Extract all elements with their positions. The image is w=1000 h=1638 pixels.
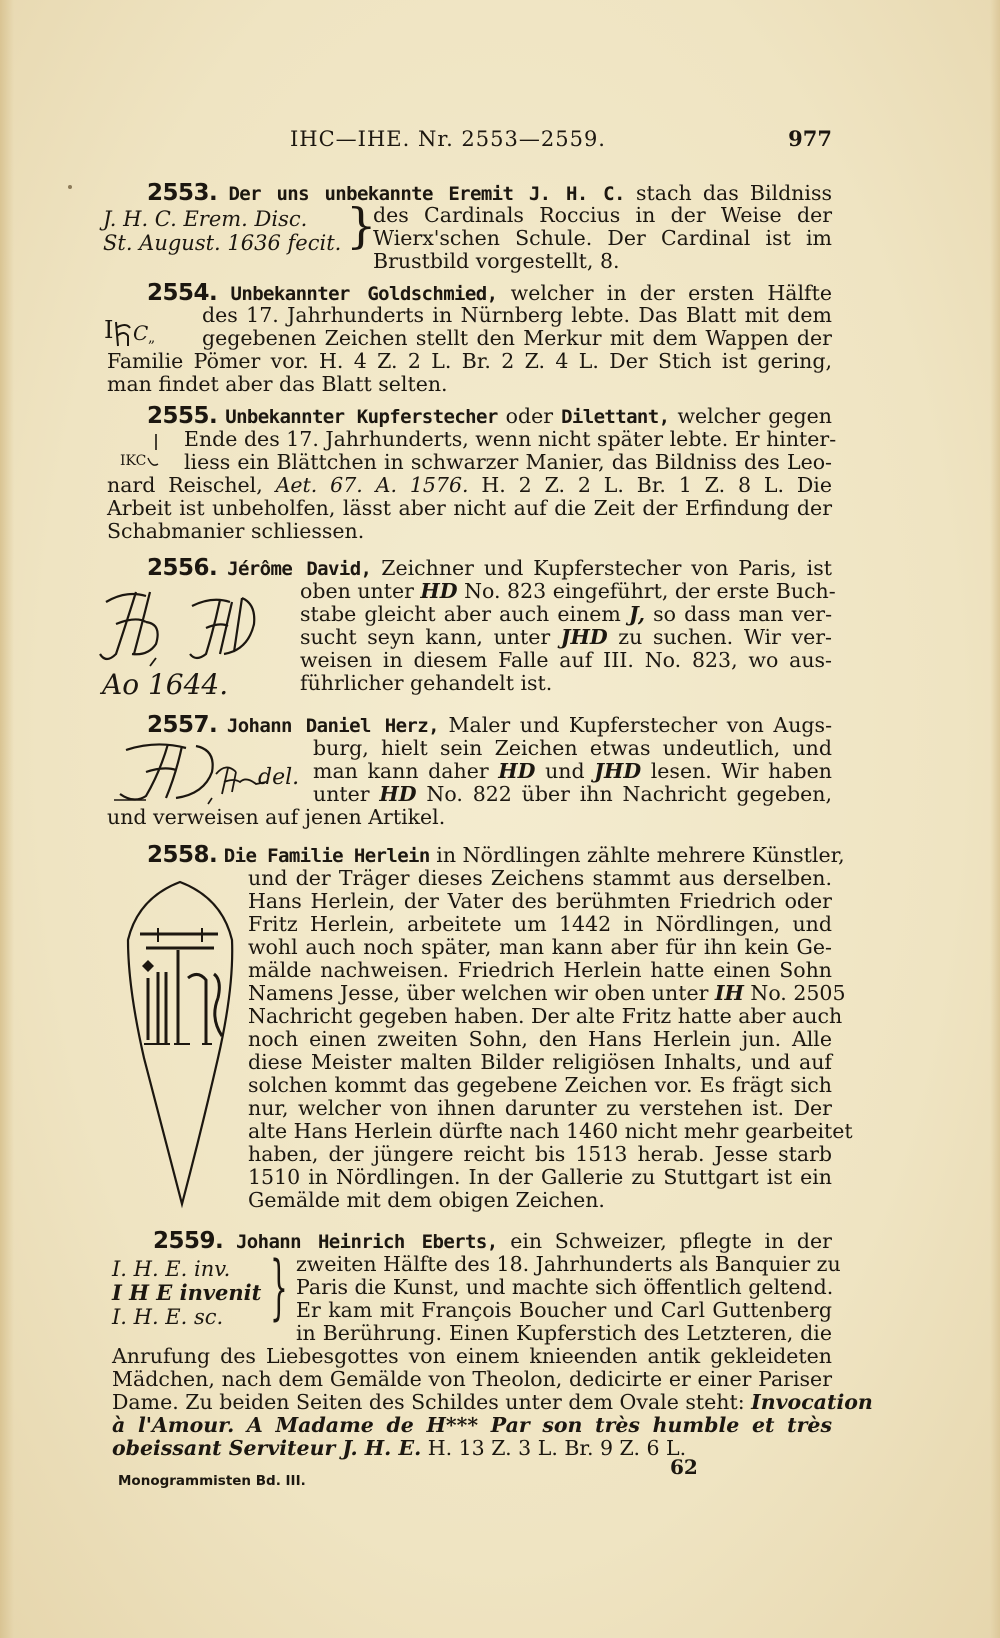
entry-line: 2558. Die Familie Herlein in Nördlingen zählte mehrere Künstler, bbox=[147, 842, 845, 868]
svg-text:C: C bbox=[133, 321, 149, 345]
entry-heading: Unbekannter Goldschmied, bbox=[230, 283, 498, 305]
entry-line: diese Meister malten Bilder religiösen Inhalts, und auf bbox=[248, 1050, 832, 1074]
entry-line: weisen in diesem Falle auf III. No. 823, wo aus- bbox=[300, 648, 832, 672]
header-title: IHC—IHE. Nr. 2553—2559. bbox=[290, 127, 606, 151]
entry-number: 2555. bbox=[147, 403, 218, 429]
entry-heading: Jérôme David, bbox=[227, 558, 372, 580]
entry-line: Schabmanier schliessen. bbox=[107, 519, 365, 543]
entry-number: 2556. bbox=[147, 555, 218, 581]
entry-line: 2556. Jérôme David, Zeichner und Kupferstecher von Paris, ist bbox=[147, 555, 832, 581]
entry-line: wohl auch noch später, man kann aber für ihn kein Ge- bbox=[248, 935, 832, 959]
entry-line: Fritz Herlein, arbeitete um 1442 in Nördlingen, und bbox=[248, 912, 832, 936]
brace: } bbox=[270, 1246, 288, 1328]
entry-line: Nachricht gegeben haben. Der alte Fritz hatte aber auch bbox=[248, 1004, 843, 1028]
monogram-label: I H E invenit bbox=[112, 1280, 262, 1305]
entry-line: Anrufung des Liebesgottes von einem knieenden antik gekleideten bbox=[112, 1344, 832, 1368]
entry-heading: Der uns unbekannte Eremit J. H. C. bbox=[228, 183, 625, 205]
entry-line: man findet aber das Blatt selten. bbox=[107, 372, 448, 396]
entry-line: Paris die Kunst, und machte sich öffentlich geltend. bbox=[296, 1275, 834, 1299]
monogram-date: Ao 1644. bbox=[102, 668, 229, 701]
entry-line: burg, hielt sein Zeichen etwas undeutlich, und bbox=[313, 736, 832, 760]
entry-line: 2559. Johann Heinrich Eberts, ein Schweizer, pflegte in der bbox=[153, 1228, 832, 1254]
svg-text:„: „ bbox=[148, 330, 156, 346]
entry-line: à l'Amour. A Madame de H*** Par son très humble et très bbox=[112, 1413, 832, 1437]
page-edge-shadow bbox=[0, 0, 14, 1638]
entry-line: mälde nachweisen. Friedrich Herlein hatte einen Sohn bbox=[248, 958, 832, 982]
entry-line: noch einen zweiten Sohn, den Hans Herlein jun. Alle bbox=[248, 1027, 832, 1051]
entry-line: nard Reischel, Aet. 67. A. 1576. H. 2 Z. 2 L. Br. 1 Z. 8 L. Die bbox=[107, 473, 832, 497]
svg-text:IKC: IKC bbox=[120, 453, 147, 469]
entry-line: und verweisen auf jenen Artikel. bbox=[107, 805, 446, 829]
entry-line: unter HD No. 822 über ihn Nachricht gegeben, bbox=[313, 782, 832, 806]
entry-line: man kann daher HD und JHD lesen. Wir haben bbox=[313, 759, 833, 783]
ihs-shield-icon bbox=[118, 868, 244, 1210]
entry-line: solchen kommt das gegebene Zeichen vor. Es frägt sich bbox=[248, 1073, 832, 1097]
entry-heading: Unbekannter Kupferstecher bbox=[225, 406, 498, 428]
entry-heading: Johann Heinrich Eberts, bbox=[235, 1231, 498, 1253]
monogram-label: J. H. C. Erem. Disc. bbox=[103, 207, 308, 231]
sheet-number: 62 bbox=[670, 1455, 698, 1479]
entry-line: des 17. Jahrhunderts in Nürnberg lebte. Das Blatt mit dem bbox=[202, 303, 832, 327]
entry-line: 2554. Unbekannter Goldschmied, welcher in der ersten Hälfte bbox=[147, 280, 832, 306]
entry-line: gegebenen Zeichen stellt den Merkur mit dem Wappen der bbox=[202, 326, 832, 350]
monogram-ihc-small-icon bbox=[120, 428, 180, 476]
entry-line: 2555. Unbekannter Kupferstecher oder Dilettant, welcher gegen bbox=[147, 403, 832, 429]
entry-line: obeissant Serviteur J. H. E. H. 13 Z. 3 L. Br. 9 Z. 6 L. bbox=[112, 1436, 687, 1460]
entry-line: Er kam mit François Boucher und Carl Guttenberg bbox=[296, 1298, 832, 1322]
entry-line: sucht seyn kann, unter JHD zu suchen. Wir ver- bbox=[300, 625, 832, 649]
entry-heading: Die Familie Herlein bbox=[223, 845, 430, 867]
entry-line: oben unter HD No. 823 eingeführt, der erste Buch- bbox=[300, 579, 836, 603]
entry-line: Mädchen, nach dem Gemälde von Theolon, dedicirte er einer Pariser bbox=[112, 1367, 832, 1391]
entry-number: 2554. bbox=[147, 280, 218, 306]
entry-line: Gemälde mit dem obigen Zeichen. bbox=[248, 1188, 605, 1212]
monogram-label: I. H. E. sc. bbox=[112, 1305, 224, 1329]
entry-line: Hans Herlein, der Vater des berühmten Friedrich oder bbox=[248, 889, 832, 913]
entry-line: Namens Jesse, über welchen wir oben unter IH No. 2505 bbox=[248, 981, 846, 1005]
monogram-ihc-icon bbox=[104, 308, 200, 354]
monogram-jhd-icon bbox=[96, 584, 292, 702]
entry-line: führlicher gehandelt ist. bbox=[300, 671, 553, 695]
monogram-label: I. H. E. inv. bbox=[112, 1257, 231, 1281]
entry-line: Dame. Zu beiden Seiten des Schildes unter dem Ovale steht: Invocation bbox=[112, 1390, 873, 1414]
signature-line: Monogrammisten Bd. III. bbox=[118, 1473, 306, 1489]
entry-line: Arbeit ist unbeholfen, lässt aber nicht auf die Zeit der Erfindung der bbox=[107, 496, 832, 520]
entry-line: und der Träger dieses Zeichens stammt aus derselben. bbox=[248, 866, 832, 890]
entry-line: des Cardinals Roccius in der Weise der bbox=[373, 203, 832, 227]
entry-line: nur, welcher von ihnen darunter zu verstehen ist. Der bbox=[248, 1096, 832, 1120]
page-edge-shadow bbox=[990, 0, 1000, 1638]
running-header bbox=[290, 128, 832, 154]
entry-line: alte Hans Herlein dürfte nach 1460 nicht mehr gearbeitet bbox=[248, 1119, 853, 1143]
svg-text:del.: del. bbox=[258, 765, 300, 790]
entry-number: 2558. bbox=[147, 842, 218, 868]
entry-line: 1510 in Nördlingen. In der Gallerie zu Stuttgart ist ein bbox=[248, 1165, 832, 1189]
entry-line: haben, der jüngere reicht bis 1513 herab. Jesse starb bbox=[248, 1142, 832, 1166]
entry-line: in Berührung. Einen Kupferstich des Letzteren, die bbox=[296, 1321, 832, 1345]
entry-heading: Johann Daniel Herz, bbox=[226, 715, 439, 737]
print-speck bbox=[68, 185, 72, 189]
entry-line: zweiten Hälfte des 18. Jahrhunderts als Banquier zu bbox=[296, 1252, 841, 1276]
entry-line: liess ein Blättchen in schwarzer Manier, das Bildniss des Leo- bbox=[184, 450, 832, 474]
entry-number: 2553. bbox=[147, 180, 218, 206]
monogram-jhd-herz-icon bbox=[106, 738, 334, 808]
svg-text:I: I bbox=[104, 316, 114, 344]
entry-number: 2557. bbox=[147, 712, 218, 738]
entry-line: Wierx'schen Schule. Der Cardinal ist im bbox=[373, 226, 832, 250]
entry-line: 2553. Der uns unbekannte Eremit J. H. C. stach das Bildniss bbox=[147, 180, 832, 206]
entry-line: stabe gleicht aber auch einem J, so dass man ver- bbox=[300, 602, 833, 626]
entry-line: Brustbild vorgestellt, 8. bbox=[373, 249, 620, 273]
entry-number: 2559. bbox=[153, 1228, 224, 1254]
entry-line: 2557. Johann Daniel Herz, Maler und Kupferstecher von Augs- bbox=[147, 712, 832, 738]
monogram-label: St. August. 1636 fecit. bbox=[103, 231, 342, 255]
entry-line: Ende des 17. Jahrhunderts, wenn nicht später lebte. Er hinter- bbox=[184, 427, 837, 451]
entry-line: Familie Pömer vor. H. 4 Z. 2 L. Br. 2 Z. 4 L. Der Stich ist gering, bbox=[107, 349, 832, 373]
header-page-number: 977 bbox=[788, 126, 832, 151]
brace: } bbox=[346, 198, 377, 254]
